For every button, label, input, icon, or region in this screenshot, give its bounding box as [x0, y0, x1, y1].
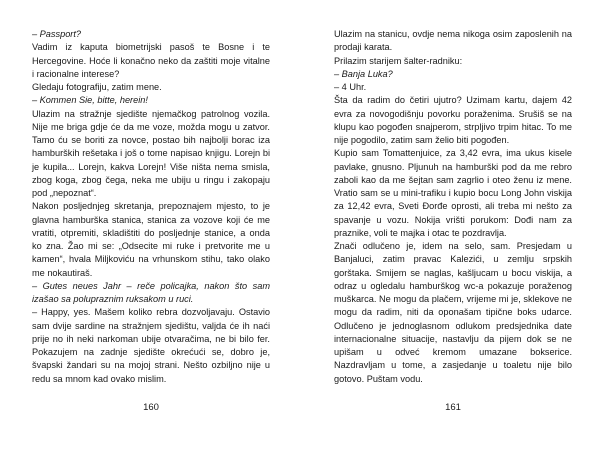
right-line: Šta da radim do četiri ujutro? Uzimam kartu, dajem 42 evra za novogodišnju povorku poraženima. Srušiš se na klupu kao pogođen snajperom, strpljivo trpim hitac. To me nije pogodilo, zatim sam želio biti pogođen.	[334, 95, 572, 145]
right-line: – 4 Uhr.	[334, 82, 367, 92]
right-line: Ulazim na stanicu, ovdje nema nikoga osim zaposlenih na prodaji karata.	[334, 29, 572, 53]
right-line: Prilazim starijem šalter-radniku:	[334, 55, 463, 66]
left-line: Vadim iz kaputa biometrijski pasoš te Bosne i te Hercegovine. Hoće li konačno neko da zaštiti moje vitalne i racionalne interese?	[32, 42, 270, 79]
left-page	[32, 28, 270, 386]
right-line: – Banja Luka?	[334, 68, 393, 79]
left-line: – Kommen Sie, bitte, herein!	[32, 95, 148, 106]
left-line: – Happy, yes. Mašem koliko rebra dozvoljavaju. Ostavio sam dvije sardine na stražnjem sjedištu, valjda će ih naći prije no ih neki narkoman ubije otvaračima, ne bi bilo fer. Pokazujem na zadnje sjedište okrećući se, dobro je, švapski žandari su na mojoj strani. Nešto ozbiljno nije u redu sa mnom kad ovako mislim.	[32, 307, 270, 384]
right-line: Znači odlučeno je, idem na selo, sam. Presjedam u Banjaluci, zatim pravac Kalezići, u zemlju srpskih gorštaka. Smijem se naglas, kašljucam u bocu viskija, a odraz u ogledalu hamburškog wc-a pokazuje poraženog muškarca. Ne mogu da plačem, vrijeme mi je, sklekove ne mogu da radim, niti da oponašam tipične boks udarce. Odlučeno je jednoglasnom odlukom predsjednika date internacionalne situacije, nastavlju da pijem dok se ne upišam u odveć kremom umazane bokserice. Nazdravljam u tome, a zasjedanje u toaletu nije bilo gotovo. Puštam vodu.	[334, 241, 572, 384]
left-line: Gledaju fotografiju, zatim mene.	[32, 82, 162, 92]
left-line: – Gutes neues Jahr – reče policajka, nakon što sam izašao sa polupraznim ruksakom u ruci.	[32, 280, 270, 304]
left-line: – Passport?	[32, 29, 82, 39]
page-number-right: 161	[445, 402, 461, 413]
page-number-left: 160	[143, 402, 159, 413]
left-line: Nakon posljednjeg skretanja, prepoznajem mjesto, to je glavna hamburška stanica, stanica za vozove koji će me vratiti, otpremiti, skladištiti do posljednje stanice, a onda ko zna. Žao mi se: „Odsecite mi ruke i pretvorite me u kamen“, hvala Miljkoviću na vrhunskom stihu, tako olako me nokautiraš.	[32, 201, 270, 278]
right-page	[334, 28, 572, 386]
left-line: Ulazim na stražnje sjedište njemačkog patrolnog vozila. Nije me briga gdje će da me voze, možda mogu u zatvor. Tamo ću se boriti za novce, postao bih najbolji borac iza hamburških rešetaka i još o tome napisao knjigu. Lorejn bi je kupila... Lorejn, kakva Lorejn! Više ništa nema smisla, zbog koga, zbog čega, neka me ubiju u ringu i zakopaju pod „nepoznat“.	[32, 108, 270, 198]
right-line: Kupio sam Tomattenjuice, za 3,42 evra, ima ukus kisele pavlake, gnusno. Pljunuh na hamburški pod da me rebro zaboli kao da me šejtan sam zagrlio i oteo ženu iz mene. Vratio sam se u mini-trafiku i kupio bocu Long John viskija za 12,42 evra, Sveti Đorđe oprosti, ali treba mi nešto za spavanje u vozu. Nokija vrišti porukom: Dođi nam za praznike, voli te majka i otac te pozdravlja.	[334, 148, 572, 238]
